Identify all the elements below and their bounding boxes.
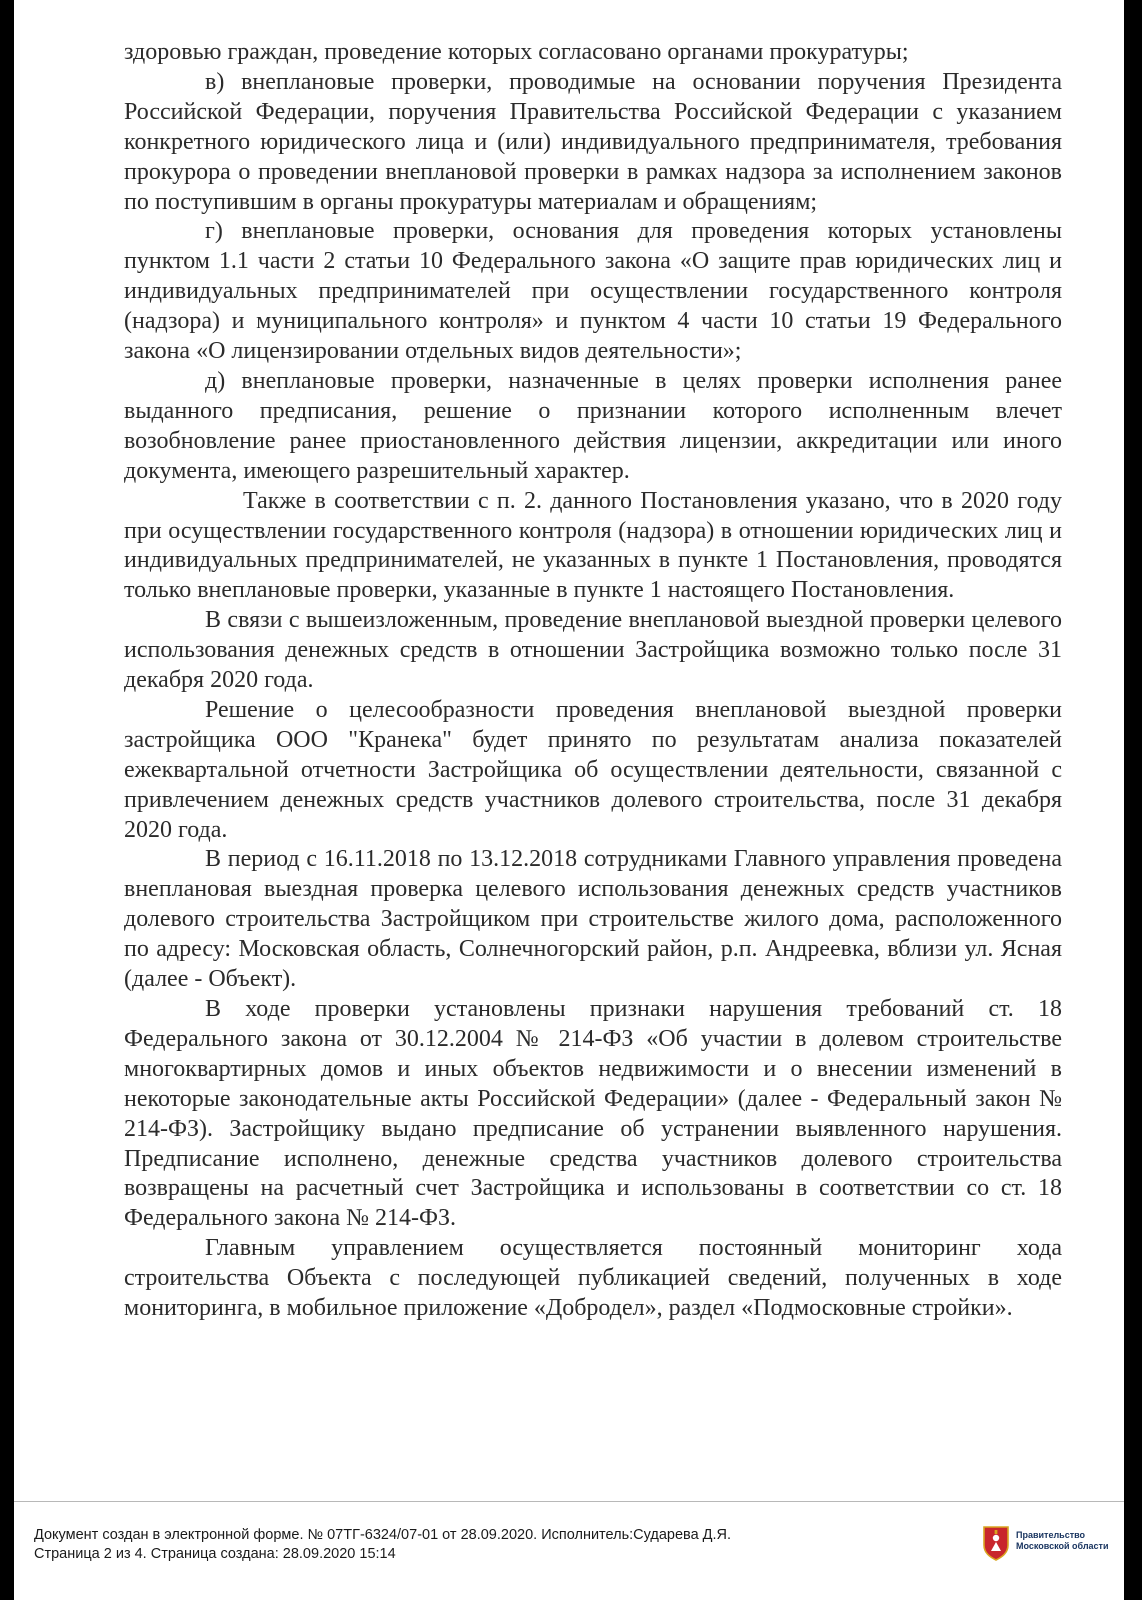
paragraph-conclusion: В связи с вышеизложенным, проведение внеплановой выездной проверки целевого использования денежных средств в отношении Застройщика возможно только после 31 декабря 2020 года. [124,607,1062,694]
paragraph-inspection-findings: В ходе проверки установлены признаки нарушения требований ст. 18 Федерального закона от 30.12.2004 № 214-ФЗ «Об участии в долевом строительстве многоквартирных домов и иных объектов недвижимости и о внесении изменений в некоторые законодательные акты Российской Федерации» (далее - Федеральный закон № 214-ФЗ). Застройщику выдано предписание об устранении выявленного нарушения. Предписание исполнено, денежные средства участников долевого строительства возвращены на расчетный счет Застройщика и использованы в соответствии со ст. 18 Федерального закона № 214-ФЗ. [124,996,1062,1232]
logo-caption-line1: Правительство [1016,1530,1086,1540]
moscow-region-emblem-icon [982,1525,1010,1561]
paragraph-continuation: здоровью граждан, проведение которых согласовано органами прокуратуры; [124,39,909,65]
paragraph-item-g: г) внеплановые проверки, основания для проведения которых установлены пунктом 1.1 части 2 статьи 10 Федерального закона «О защите прав юридических лиц и индивидуальных предпринимателей при осуществлении государственного контроля (надзора) и муниципального контроля» и пунктом 4 части 10 статьи 19 Федерального закона «О лицензировании отдельных видов деятельности»; [124,218,1062,365]
paragraph-item-v: в) внеплановые проверки, проводимые на основании поручения Президента Российской Федерации, поручения Правительства Российской Федерации с указанием конкретного юридического лица и (или) индивидуального предпринимателя, требования прокурора о проведении внеплановой проверки в рамках надзора за исполнением законов по поступившим в органы прокуратуры материалам и обращениям; [124,68,1062,215]
paragraph-decision: Решение о целесообразности проведения внеплановой выездной проверки застройщика ООО "Кранека" будет принято по результатам анализа показателей ежеквартальной отчетности Застройщика об осуществлении деятельности, связанной с привлечением денежных средств участников долевого строительства, после 31 декабря 2020 года. [124,696,1062,843]
logo-caption-line2: Московской области [1016,1541,1109,1551]
footer-page-info: Страница 2 из 4. Страница создана: 28.09.2020 15:14 [34,1546,396,1562]
paragraph-inspection-period: В период с 16.11.2018 по 13.12.2018 сотрудниками Главного управления проведена внеплановая выездная проверка целевого использования денежных средств участников долевого строительства Застройщиком при строительстве жилого дома, расположенного по адресу: Московская область, Солнечногорский район, р.п. Андреевка, вблизи ул. Ясная (далее - Объект). [124,846,1062,993]
logo-caption [1016,1530,1109,1552]
footer-document-info: Документ создан в электронной форме. № 07ТГ-6324/07-01 от 28.09.2020. Исполнитель:Сударева Д.Я. [34,1527,732,1543]
document-footer [34,1526,934,1564]
document-body [124,38,1062,1324]
document-page [14,0,1124,1600]
paragraph-resolution-p2: Также в соответствии с п. 2. данного Постановления указано, что в 2020 году при осуществлении государственного контроля (надзора) в отношении юридических лиц и индивидуальных предпринимателей, не указанных в пункте 1 Постановления, проводятся только внеплановые проверки, указанные в пункте 1 настоящего Постановления. [124,487,1062,604]
paragraph-item-d: д) внеплановые проверки, назначенные в целях проверки исполнения ранее выданного предписания, решение о признании которого исполненным влечет возобновление ранее приостановленного действия лицензии, аккредитации или иного документа, имеющего разрешительный характер. [124,367,1062,484]
paragraph-monitoring: Главным управлением осуществляется постоянный мониторинг хода строительства Объекта с последующей публикацией сведений, полученных в ходе мониторинга, в мобильное приложение «Добродел», раздел «Подмосковные стройки». [124,1235,1062,1322]
footer-divider [14,1501,1124,1502]
government-logo [982,1523,1112,1567]
